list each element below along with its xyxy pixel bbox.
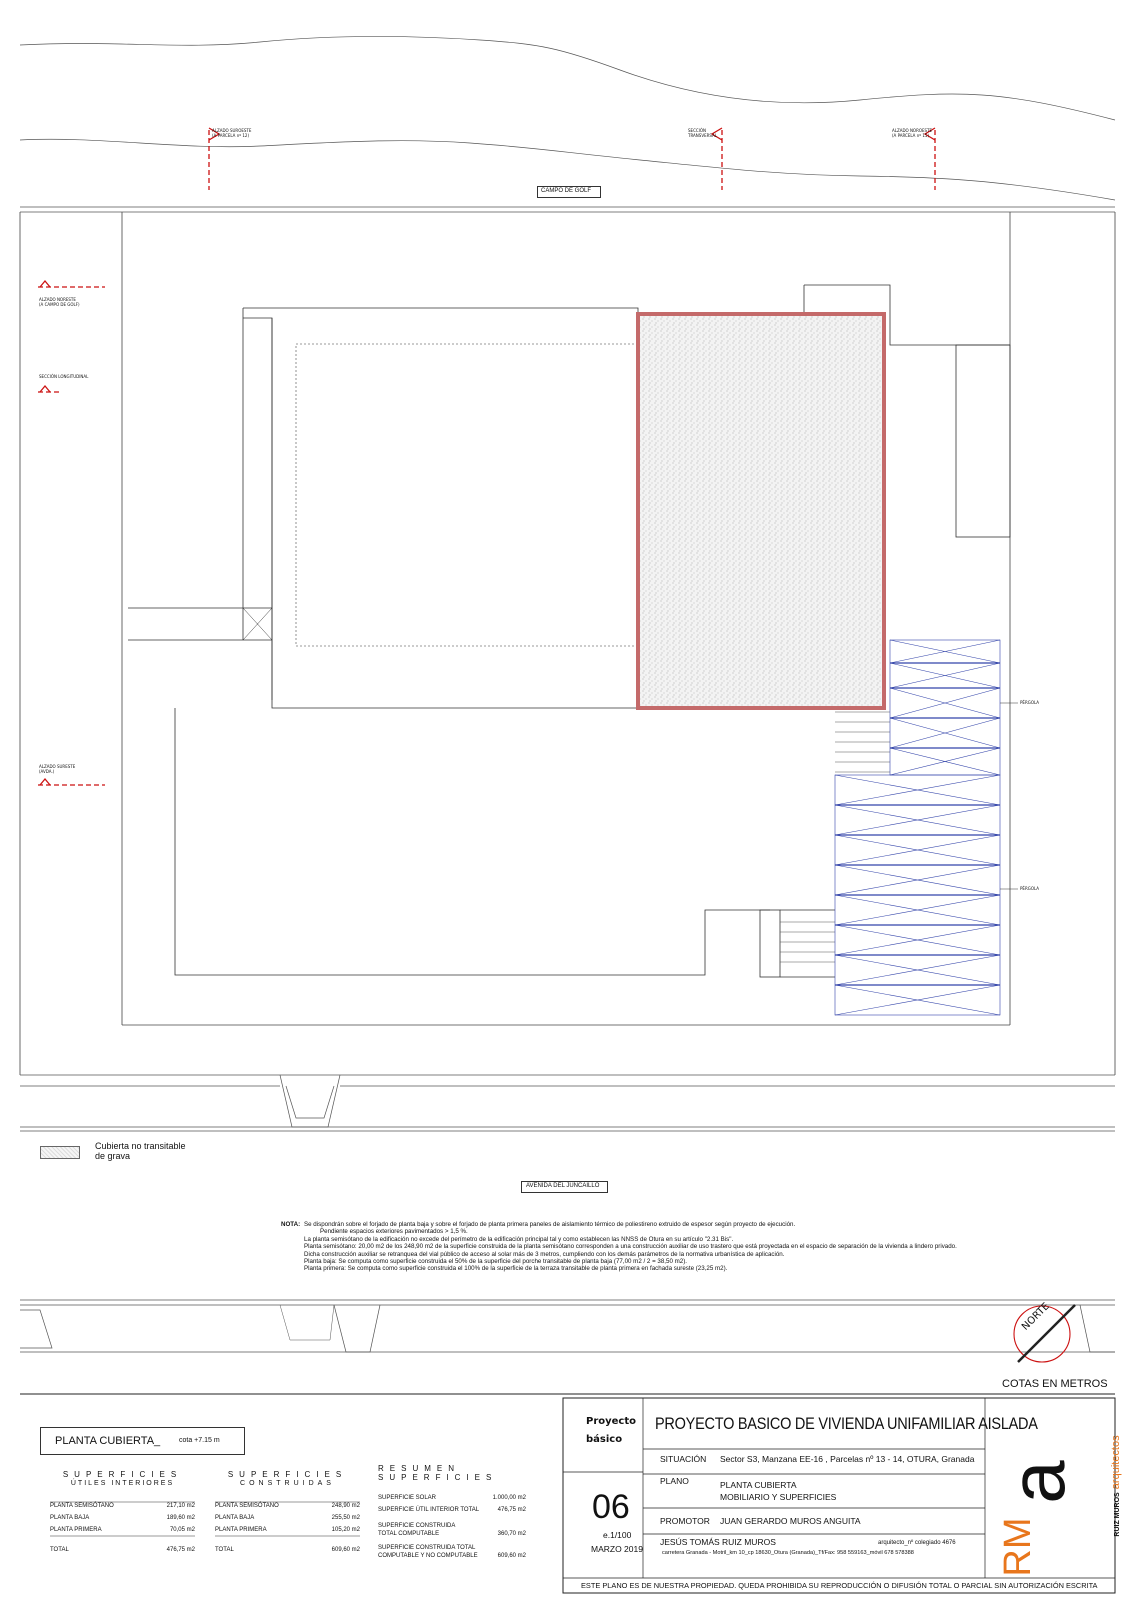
phase-label (586, 1413, 636, 1449)
gravel-roof (638, 314, 884, 708)
mark-alzado-noreste (39, 297, 80, 307)
table-total-row (215, 1544, 360, 1556)
promotor-value: JUAN GERARDO MUROS ANGUITA (720, 1516, 861, 1526)
row-value: 70,05 m2 (169, 1527, 195, 1533)
top-section-marks (209, 128, 935, 190)
row-label: PLANTA PRIMERA (50, 1527, 102, 1533)
surfaces-utiles-table (50, 1470, 195, 1556)
logo-letters: RM (997, 1517, 1039, 1577)
mark-alzado-sureste (39, 764, 75, 774)
mark-seccion-longitudinal (39, 374, 88, 379)
left-section-marks (38, 281, 105, 785)
plan-title-name: PLANTA CUBIERTA_ (55, 1435, 161, 1447)
note-line: Planta semisótano: 20,00 m2 de los 248,90 m2 de la superficie construida de la planta semisótano corresponden a una construcción auxiliar de uso trastero que está proyectada en el espacio de separación de la vivienda a lindero privado. (304, 1243, 957, 1251)
situacion-value: Sector S3, Manzana EE-16 , Parcelas nº 13 - 14, OTURA, Granada (720, 1454, 975, 1464)
mark-alzado-noroeste (892, 128, 932, 138)
table-row (215, 1512, 360, 1524)
phase-line: Proyecto (586, 1416, 637, 1427)
legend-text (95, 1141, 186, 1161)
table-row (378, 1492, 526, 1504)
row-value: 1.000,00 m2 (492, 1495, 526, 1501)
logo-letter-a: a (993, 1460, 1081, 1504)
cotas-label: COTAS EN METROS (1002, 1378, 1108, 1390)
pergola-leaders (1000, 703, 1018, 889)
row-label: PLANTA SEMISÓTANO (215, 1503, 279, 1509)
mark-alzado-suroeste (212, 128, 251, 138)
mark-text: SECCIÓN (688, 128, 706, 133)
mark-text: SECCIÓN LONGITUDINAL (39, 374, 89, 379)
row-value: 609,60 m2 (331, 1547, 360, 1553)
row-label: PLANTA BAJA (50, 1515, 90, 1521)
mark-text: (A CAMPO DE GOLF) (39, 302, 80, 307)
note-line: Pendiente espacios exteriores pavimentados > 1,5 %. (320, 1228, 468, 1236)
legend-line: de grava (95, 1151, 131, 1161)
table-heading: RESUMEN (378, 1464, 461, 1473)
table-row (378, 1538, 526, 1560)
mark-text: ALZADO SURESTE (39, 764, 76, 769)
promotor-label: PROMOTOR (660, 1516, 710, 1526)
notes-block (304, 1221, 1134, 1273)
logo-tagline (1111, 1406, 1123, 1566)
row-value: 360,70 m2 (497, 1531, 526, 1537)
plano-label: PLANO (660, 1476, 689, 1486)
row-value: 609,60 m2 (497, 1553, 526, 1559)
avenue-label: AVENIDA DEL JUNCAILLO (526, 1183, 600, 1189)
surfaces-construidas-table (215, 1470, 360, 1556)
row-value: 248,90 m2 (331, 1503, 360, 1509)
property-boundary (20, 212, 1115, 1075)
table-row (378, 1504, 526, 1516)
logo (985, 1398, 1122, 1578)
table-row (50, 1524, 195, 1536)
table-subheading: CONSTRUIDAS (240, 1480, 335, 1487)
row-label: SUPERFICIE CONSTRUIDA TOTAL COMPUTABLE (378, 1523, 456, 1537)
note-line: Se dispondrán sobre el forjado de planta baja y sobre el forjado de planta primera paneles de aislamiento térmico de poliestireno extruido de espesor según proyecto de ejecución. (304, 1221, 796, 1228)
note-line: Dicha construcción auxiliar se retranquea del vial público de acceso al solar más de 3 metros, cumpliendo con los demás parámetros de la normativa urbanística de aplicación. (304, 1250, 785, 1258)
golf-label: CAMPO DE GOLF (541, 188, 592, 194)
plano-value (720, 1479, 836, 1503)
plano-line: PLANTA CUBIERTA (720, 1480, 797, 1490)
scale: e.1/100 (603, 1530, 632, 1540)
row-label: PLANTA SEMISÓTANO (50, 1503, 114, 1509)
row-value: 476,75 m2 (166, 1547, 195, 1553)
row-label: TOTAL (215, 1547, 234, 1553)
logo-tagline-text: arquitectos (1110, 1435, 1122, 1490)
architect-name: JESÚS TOMÁS RUIZ MUROS (660, 1537, 776, 1547)
row-value: 189,60 m2 (166, 1515, 195, 1521)
golf-label-box (537, 186, 601, 198)
table-row (378, 1516, 526, 1538)
street-lines (20, 1075, 1115, 1352)
architect-colegiado: arquitecto_nº colegiado 4676 (878, 1540, 956, 1546)
sheet-number: 06 (592, 1488, 630, 1526)
architect-address: carretera Granada - Motril_km 10_cp 18630_Otura (Granada)_Tf/Fax: 958 559163_móvil 678 578388 (662, 1550, 914, 1556)
mark-text: ALZADO SUROESTE (212, 128, 252, 133)
mark-text: (AVDA.) (39, 769, 55, 774)
mark-text: ALZADO NORESTE (39, 297, 76, 302)
pergola-label: PÉRGOLA (1020, 886, 1040, 891)
note-line: Planta primera: Se computa como superficie construida el 100% de la superficie de la terraza transitable de planta primera en fachada sureste (23,25 m2). (304, 1265, 728, 1273)
north-label: NORTE (1020, 1300, 1052, 1333)
table-heading: SUPERFICIES (227, 1470, 348, 1479)
project-title: PROYECTO BASICO DE VIVIENDA UNIFAMILIAR AISLADA (655, 1415, 1038, 1433)
pergola-label: PÉRGOLA (1020, 700, 1040, 705)
plano-line: MOBILIARIO Y SUPERFICIES (720, 1492, 837, 1502)
date: MARZO 2019 (591, 1544, 643, 1554)
row-value: 105,20 m2 (331, 1527, 360, 1533)
table-row (50, 1500, 195, 1512)
gravel-legend-swatch (40, 1146, 80, 1159)
table-row (215, 1500, 360, 1512)
situacion-label: SITUACIÓN (660, 1454, 707, 1464)
legend-line: Cubierta no transitable (95, 1141, 186, 1151)
mark-text: (A PARCELA nº 15) (892, 133, 930, 138)
copyright-footer: ESTE PLANO ES DE NUESTRA PROPIEDAD. QUEDA PROHIBIDA SU REPRODUCCIÓN O DIFUSIÓN TOTAL O PARCIAL SIN AUTORIZACIÓN ESCRITA (581, 1581, 1098, 1590)
mark-text: (A PARCELA nº 12) (212, 133, 250, 138)
mark-text: ALZADO NOROESTE (892, 128, 933, 133)
mark-text: TRANSVERSAL (688, 133, 717, 138)
plan-title-box (40, 1427, 245, 1455)
logo-tagline-bold: RUIZ MUROS (1114, 1492, 1121, 1537)
note-line: Planta baja: Se computa como superficie construida el 50% de la superficie del porche transitable de planta baja (77,00 m2 / 2 = 38,50 m2). (304, 1258, 687, 1266)
avenue-label-box (521, 1181, 608, 1193)
table-total-row (50, 1544, 195, 1556)
row-label: SUPERFICIE ÚTIL INTERIOR TOTAL (378, 1507, 480, 1513)
table-subheading: ÚTILES INTERIORES (70, 1480, 175, 1487)
row-value: 217,10 m2 (166, 1503, 195, 1509)
note-line: La planta semisótano de la edificación no excede del perímetro de la edificación principal tal y como establecen las NNSS de Otura en su artículo "2.31 Bis". (304, 1235, 734, 1243)
row-label: PLANTA BAJA (215, 1515, 255, 1521)
notes-label: NOTA: (281, 1221, 301, 1228)
mark-seccion-transversal (688, 128, 717, 138)
table-heading: SUPERFICIES (62, 1470, 183, 1479)
surfaces-summary-table (378, 1464, 526, 1560)
row-value: 476,75 m2 (497, 1507, 526, 1513)
row-label: PLANTA PRIMERA (215, 1527, 267, 1533)
row-value: 255,50 m2 (331, 1515, 360, 1521)
row-label: SUPERFICIE CONSTRUIDA TOTAL COMPUTABLE Y NO COMPUTABLE (378, 1545, 478, 1559)
phase-line: básico (586, 1434, 623, 1445)
plan-title-cota: cota +7.15 m (179, 1437, 220, 1444)
table-row (215, 1524, 360, 1536)
row-label: TOTAL (50, 1547, 69, 1553)
table-row (50, 1512, 195, 1524)
table-subheading: SUPERFICIES (378, 1473, 498, 1482)
row-label: SUPERFICIE SOLAR (378, 1495, 437, 1501)
